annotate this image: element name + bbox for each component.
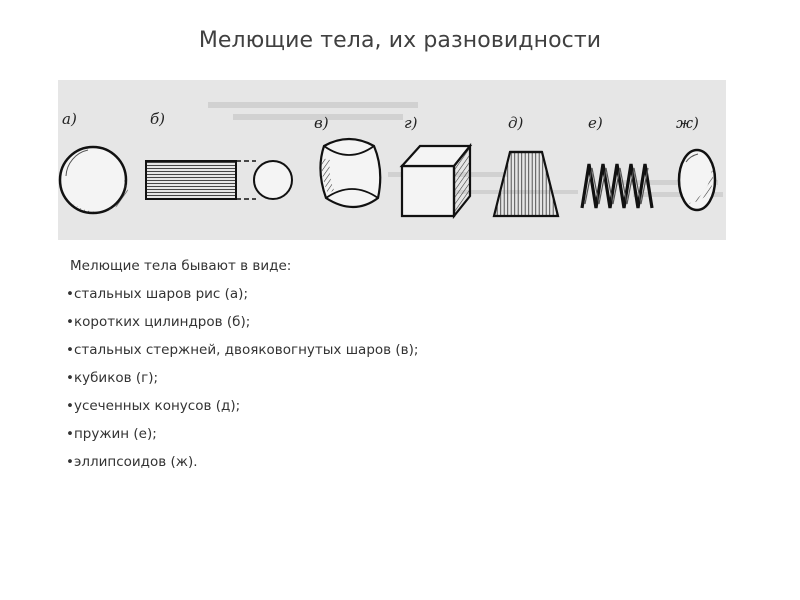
- truncated-cone-shape: [494, 152, 558, 216]
- figure-label-v: в): [314, 114, 329, 132]
- list-item: •стальных стержней, двояковогнутых шаров (в);: [66, 342, 419, 358]
- list-item: •усеченных конусов (д);: [66, 398, 241, 414]
- list-item: •эллипсоидов (ж).: [66, 454, 198, 470]
- steel-ball-shape: [60, 147, 128, 213]
- cube-shape: [402, 146, 470, 216]
- list-intro: Мелющие тела бывают в виде:: [70, 258, 292, 274]
- slide-title: Мелющие тела, их разновидности: [198, 28, 602, 53]
- figure-label-b: б): [150, 110, 166, 128]
- figure-label-a: а): [62, 110, 77, 128]
- list-item: •коротких цилиндров (б);: [66, 314, 251, 330]
- figure-label-g: г): [404, 114, 418, 132]
- biconcave-ball-shape: [320, 139, 380, 207]
- figure-label-zh: ж): [676, 114, 699, 132]
- description-list: [66, 256, 418, 480]
- spring-shape: [582, 164, 652, 208]
- figure-label-e: е): [588, 114, 603, 132]
- figure-label-d: д): [508, 114, 524, 132]
- list-item: •пружин (е);: [66, 426, 157, 442]
- list-item: •стальных шаров рис (а);: [66, 286, 248, 302]
- list-item: •кубиков (г);: [66, 370, 159, 386]
- short-cylinder-shape: [146, 161, 292, 199]
- grinding-bodies-figure: [58, 80, 726, 240]
- ellipsoid-shape: [679, 150, 715, 210]
